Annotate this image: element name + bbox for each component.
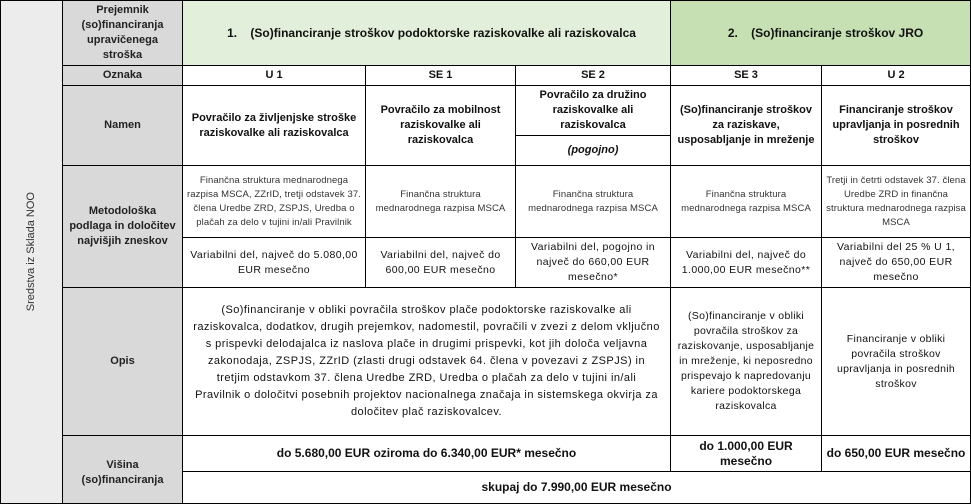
namen-u1: Povračilo za življenjske stroške raziskovalke ali raziskovalca [183,86,366,166]
code-u1: U 1 [183,66,366,86]
header-title: (So)financiranje stroškov JRO [751,25,924,40]
side-label: Sredstva iz Sklada NOO [25,192,37,312]
method-se2: Finančna struktura mednarodnega razpisa MSCA [516,166,671,238]
namen-se3: (So)financiranje stroškov za raziskave, usposabljanje in mreženje [671,86,822,166]
namen-se2-note: (pogojno) [516,136,671,166]
header-jro-costs [671,1,971,66]
code-u2: U 2 [822,66,971,86]
method-se3: Finančna struktura mednarodnega razpisa MSCA [671,166,822,238]
code-se2: SE 2 [516,66,671,86]
visina-se3: do 1.000,00 EUR mesečno [671,436,822,472]
side-label-cell [1,1,63,504]
header-number: 1. [227,25,238,40]
amount-se3: Variabilni del, največ do 1.000,00 EUR mesečno** [671,238,822,288]
row-label-oznaka: Oznaka [63,66,183,86]
visina-u2: do 650,00 EUR mesečno [822,436,971,472]
code-se1: SE 1 [366,66,516,86]
visina-total: skupaj do 7.990,00 EUR mesečno [183,472,971,504]
row-label-namen: Namen [63,86,183,166]
opis-main: (So)financiranje v obliki povračila stroškov plače podoktorske raziskovalke ali raziskovalca, dodatkov, drugih prejemkov, nadomestil, povračili v zvezi z delom vključno s prispevki delodajalca iz naslova plače in drugimi prispevki, kot jih določa veljavna zakonodaja, ZSPJS, ZZrID (zlasti drugi odstavek 64. člena v povezavi z ZSPJS) in tretjim odstavkom 37. člena Uredbe ZRD, Uredba o plačah za delo v tujini in/ali Pravilnik o določitvi posebnih projektov nacionalnega značaja in sistemskega okvirja za določitev plač raziskovalcev. [183,288,671,436]
header-title: (So)financiranje stroškov podoktorske raziskovalke ali raziskovalca [250,25,636,40]
method-u2: Tretji in četrti odstavek 37. člena Uredbe ZRD in finančna struktura mednarodnega razpisa MSCA [822,166,971,238]
amount-se1: Variabilni del, največ do 600,00 EUR mesečno [366,238,516,288]
header-number: 2. [727,25,738,40]
namen-u2: Financiranje stroškov upravljanja in posrednih stroškov [822,86,971,166]
namen-se2: Povračilo za družino raziskovalke ali raziskovalca [516,86,671,136]
amount-u1: Variabilni del, največ do 5.080,00 EUR mesečno [183,238,366,288]
row-label-opis: Opis [63,288,183,436]
method-se1: Finančna struktura mednarodnega razpisa MSCA [366,166,516,238]
amount-u2: Variabilni del 25 % U 1, največ do 650,00 EUR mesečno [822,238,971,288]
header-postdoc-costs [183,1,671,66]
method-u1: Finančna struktura mednarodnega razpisa MSCA, ZZrID, tretji odstavek 37. člena Uredbe ZRD, ZSPJS, Uredba o plačah za delo v tujini in/ali Pravilnik [183,166,366,238]
row-label-prejemnik: Prejemnik (so)financiranja upravičenega stroška [63,1,183,66]
row-label-visina: Višina (so)financiranja [63,436,183,504]
amount-se2: Variabilni del, pogojno in največ do 660,00 EUR mesečno* [516,238,671,288]
row-label-metodoloska: Metodološka podlaga in določitev najvišjih zneskov [63,166,183,288]
namen-se1: Povračilo za mobilnost raziskovalke ali raziskovalca [366,86,516,166]
opis-se3: (So)financiranje v obliki povračila stroškov za raziskovanje, usposabljanje in mreženje, ki neposredno prispevajo k napredovanju kariere podoktorskega raziskovalca [671,288,822,436]
visina-main: do 5.680,00 EUR oziroma do 6.340,00 EUR* mesečno [183,436,671,472]
opis-u2: Financiranje v obliki povračila stroškov upravljanja in posrednih stroškov [822,288,971,436]
code-se3: SE 3 [671,66,822,86]
